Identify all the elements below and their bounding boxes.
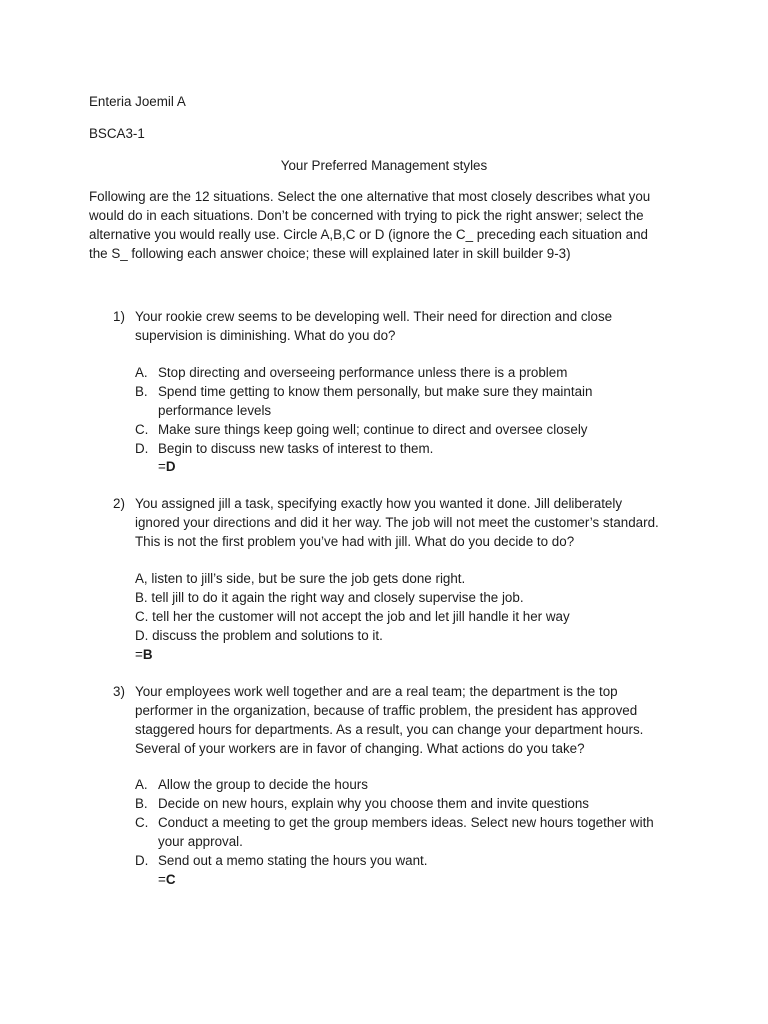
question-line: supervision is diminishing. What do you do?: [135, 328, 396, 343]
answer-prefix: =: [158, 459, 166, 474]
answer-value: D: [165, 459, 176, 474]
intro-line: the S_ following each answer choice; these will explained later in skill builder 9-3): [89, 246, 571, 261]
answer-value: B: [142, 647, 153, 662]
question-line: performer in the organization, because of traffic problem, the president has approved: [135, 703, 638, 718]
choice-label: D.: [135, 853, 149, 868]
question-number: 3): [113, 684, 125, 699]
question-text: [135, 307, 612, 345]
choice-item: C. tell her the customer will not accept the job and let jill handle it her way: [135, 609, 570, 624]
choice-text: Spend time getting to know them personally, but make sure they maintain: [158, 384, 593, 399]
choice-label: B.: [135, 384, 148, 399]
choice-label: D.: [135, 441, 149, 456]
question-number: 1): [113, 309, 125, 324]
answer-line: [158, 457, 176, 476]
intro-line: alternative you would really use. Circle A,B,C or D (ignore the C_ preceding each situation and: [89, 227, 648, 242]
question-line: Several of your workers are in favor of changing. What actions do you take?: [135, 741, 585, 756]
choice-label: A.: [135, 365, 148, 380]
choice-text: Stop directing and overseeing performance unless there is a problem: [158, 365, 568, 380]
choice-item: D. discuss the problem and solutions to it.: [135, 628, 383, 643]
document-title: Your Preferred Management styles: [280, 158, 488, 173]
choice-label: C.: [135, 422, 149, 437]
choice-list: [135, 569, 570, 645]
answer-prefix: =: [135, 647, 143, 662]
choice-label: B.: [135, 796, 148, 811]
choice-text: performance levels: [158, 403, 272, 418]
choice-item: B. tell jill to do it again the right way and closely supervise the job.: [135, 590, 524, 605]
student-section: BSCA3-1: [89, 126, 145, 141]
choice-text: Conduct a meeting to get the group members ideas. Select new hours together with: [158, 815, 654, 830]
answer-line: [135, 645, 153, 664]
choice-text: Begin to discuss new tasks of interest to them.: [158, 441, 434, 456]
question-line: This is not the first problem you’ve had with jill. What do you decide to do?: [135, 534, 575, 549]
question-line: Your employees work well together and are a real team; the department is the top: [135, 684, 618, 699]
question-line: Your rookie crew seems to be developing well. Their need for direction and close: [135, 309, 613, 324]
question-line: staggered hours for departments. As a result, you can change your department hours.: [135, 722, 644, 737]
answer-prefix: =: [158, 872, 166, 887]
question-text: [135, 494, 659, 551]
question-line: You assigned jill a task, specifying exactly how you wanted it done. Jill deliberately: [135, 496, 623, 511]
choice-text: your approval.: [158, 834, 243, 849]
choice-text: Allow the group to decide the hours: [158, 777, 368, 792]
choice-text: Send out a memo stating the hours you want.: [158, 853, 428, 868]
choice-item: A, listen to jill’s side, but be sure the job gets done right.: [135, 571, 466, 586]
answer-line: [158, 870, 176, 889]
question-number: 2): [113, 496, 125, 511]
student-name: Enteria Joemil A: [89, 94, 186, 109]
intro-line: would do in each situations. Don’t be concerned with trying to pick the right answer; select the: [89, 208, 644, 223]
intro-line: Following are the 12 situations. Select the one alternative that most closely describes what you: [89, 189, 651, 204]
choice-label: A.: [135, 777, 148, 792]
question-line: ignored your directions and did it her way. The job will not meet the customer’s standard.: [135, 515, 659, 530]
choice-text: Decide on new hours, explain why you choose them and invite questions: [158, 796, 589, 811]
intro-paragraph: [89, 187, 689, 263]
answer-value: C: [165, 872, 176, 887]
choice-label: C.: [135, 815, 149, 830]
choice-text: Make sure things keep going well; continue to direct and oversee closely: [158, 422, 588, 437]
question-text: [135, 682, 643, 758]
